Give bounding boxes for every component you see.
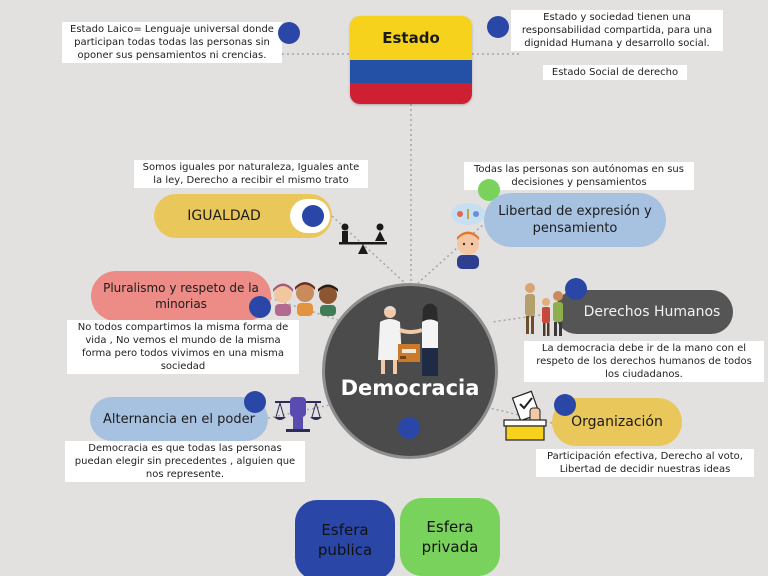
estado-sociedad-note: Estado y sociedad tienen una responsabilidad compartida, para una dignidad Humana y desarrollo social. [511,10,723,51]
pluralismo-node[interactable] [91,271,271,321]
bullet-dot [278,22,300,44]
organizacion-label: Organización [571,414,663,430]
thinking-child-icon [448,200,490,272]
diverse-people-icon [270,280,342,316]
bullet-dot [249,296,271,318]
pluralismo-note: No todos compartimos la misma forma de vida , No vemos el mundo de la misma forma pero todos vivimos en una misma sociedad [67,320,299,374]
estado-social-note: Estado Social de derecho [543,65,687,80]
bullet-dot [487,16,509,38]
igualdad-label: IGUALDAD [187,208,261,224]
organizacion-note: Participación efectiva, Derecho al voto, Libertad de decidir nuestras ideas [536,449,754,477]
estado-flag-card[interactable] [350,16,472,104]
flag-blue-stripe [350,60,472,83]
alternancia-note: Democracia es que todas las personas puedan elegir sin precedentes , alguien que nos represente. [65,441,305,482]
bullet-dot [244,391,266,413]
libertad-note: Todas las personas son autónomas en sus decisiones y pensamientos [464,162,694,190]
ballot-icon [500,390,550,442]
libertad-node[interactable] [484,193,666,247]
bullet-dot [554,394,576,416]
democracia-title: Democracia [340,376,480,400]
handshake-people-icon [372,300,452,380]
estado-laico-note: Estado Laico= Lenguaje universal donde participan todas todas las personas sin oponer sus pensamientos ni crencias. [62,22,282,63]
esfera-publica-label: Esfera publica [317,521,373,559]
libertad-label: Libertad de expresión y pensamiento [498,204,652,236]
estado-title: Estado [350,16,472,60]
fist-scale-icon [272,395,324,433]
scale-people-icon [336,222,390,258]
flag-red-stripe [350,83,472,104]
derechos-label: Derechos Humanos [583,304,721,320]
pluralismo-label: Pluralismo y respeto de la minorias [103,281,259,311]
esfera-privada-label: Esfera privada [421,518,479,556]
igualdad-note: Somos iguales por naturaleza, Iguales ante la ley, Derecho a recibir el mismo trato [134,160,368,188]
bullet-dot [302,205,324,227]
alternancia-label: Alternancia en el poder [103,411,255,427]
esfera-privada-node[interactable] [400,498,500,576]
family-icon [518,280,570,342]
bullet-dot [398,417,420,439]
esfera-publica-node[interactable] [295,500,395,576]
derechos-note: La democracia debe ir de la mano con el respeto de los derechos humanos de todos los ciudadanos. [524,341,764,382]
alternancia-node[interactable] [90,397,268,441]
